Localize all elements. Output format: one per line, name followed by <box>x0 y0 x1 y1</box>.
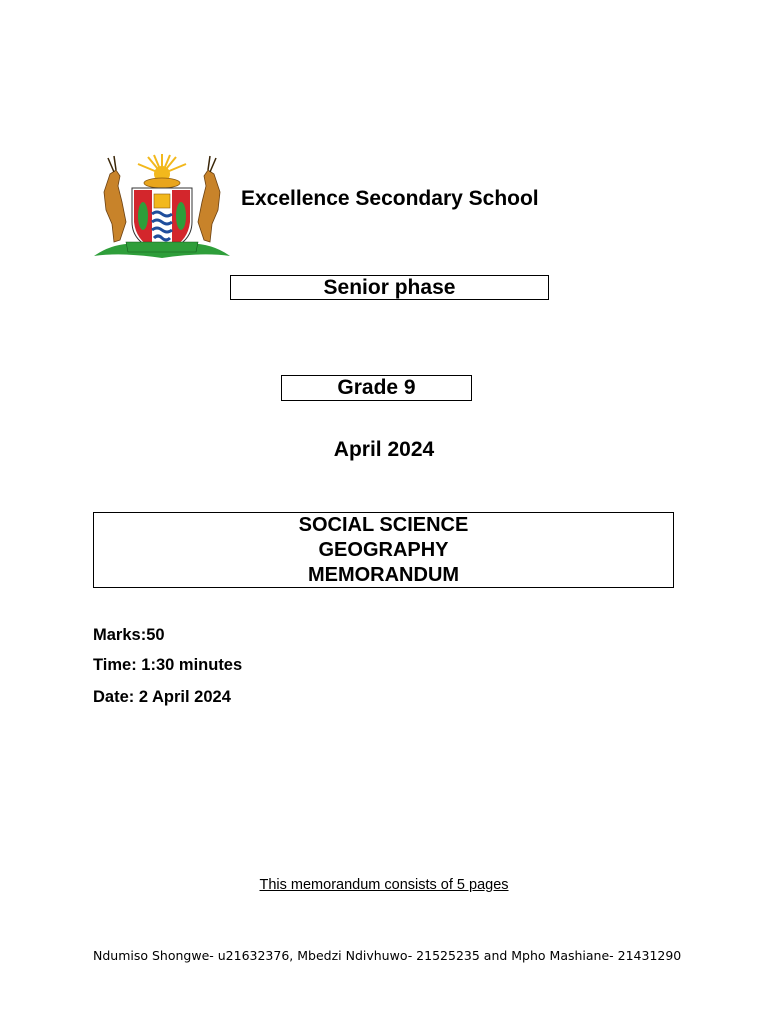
exam-month-year: April 2024 <box>333 438 435 461</box>
subject-line-2: GEOGRAPHY <box>318 538 449 561</box>
school-name: Excellence Secondary School <box>241 187 539 210</box>
time-label: Time: 1:30 minutes <box>93 656 243 674</box>
phase-box: Senior phase <box>230 275 549 300</box>
motto-ribbon <box>126 242 198 252</box>
supporter-right-icon <box>198 156 220 242</box>
subject-box <box>93 512 674 588</box>
authors-footer: Ndumiso Shongwe- u21632376, Mbedzi Ndivhuwo- 21525235 and Mpho Mashiane- 21431290 <box>93 948 682 963</box>
marks-label: Marks:50 <box>93 626 165 644</box>
supporter-left-icon <box>104 156 126 242</box>
subject-line-3: MEMORANDUM <box>307 563 460 586</box>
grade-box: Grade 9 <box>281 375 472 401</box>
page-count-text: This memorandum consists of 5 pages <box>259 877 509 893</box>
coat-of-arms-logo <box>92 152 232 268</box>
date-label: Date: 2 April 2024 <box>93 688 231 706</box>
page-count-note <box>0 877 768 893</box>
subject-line-1: SOCIAL SCIENCE <box>298 513 469 536</box>
